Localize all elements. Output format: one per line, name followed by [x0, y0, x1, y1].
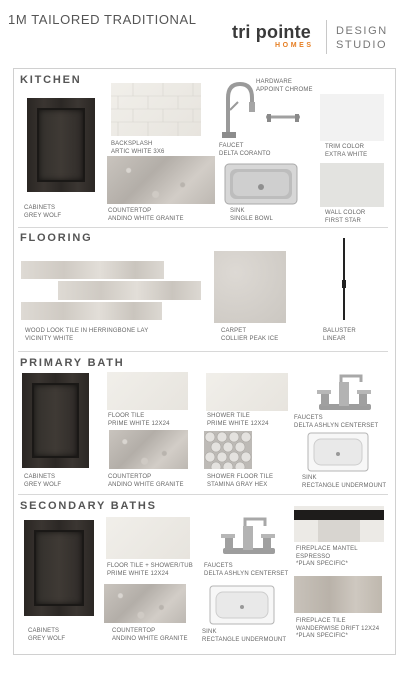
fireplace-mantel-image [294, 506, 384, 542]
brand-logo-homes: HOMES [275, 42, 314, 49]
studio-line-1: DESIGN [336, 25, 388, 37]
primary-faucet-icon [315, 370, 375, 412]
primary-sink-label: SINK RECTANGLE UNDERMOUNT [302, 475, 387, 489]
faucet-icon [218, 78, 258, 140]
wood-plank-3 [21, 302, 162, 320]
kitchen-hardware-label: HARDWARE APPOINT CHROME [256, 79, 313, 93]
carpet-label: CARPET COLLIER PEAK ICE [221, 328, 279, 342]
primary-cabinet-image [22, 373, 89, 468]
hex-tile-image [204, 431, 252, 469]
brand-logo-text: tri pointe [232, 22, 311, 42]
secondary-floor-tile-label: FLOOR TILE + SHOWER/TUB PRIME WHITE 12X24 [107, 563, 193, 577]
kitchen-sink-label: SINK SINGLE BOWL [230, 208, 273, 222]
kitchen-countertop-label: COUNTERTOP ANDINO WHITE GRANITE [108, 208, 184, 222]
secondary-faucets-label: FAUCETS DELTA ASHLYN CENTERSET [204, 563, 289, 577]
secondary-countertop-image [104, 584, 186, 623]
primary-floor-tile-label: FLOOR TILE PRIME WHITE 12X24 [108, 413, 170, 427]
carpet-image [214, 251, 286, 323]
primary-shower-floor-label: SHOWER FLOOR TILE STAMINA GRAY HEX [207, 474, 274, 488]
kitchen-backsplash-image [111, 83, 201, 136]
secondary-cabinets-label: CABINETS GREY WOLF [28, 628, 66, 642]
page-title: 1M TAILORED TRADITIONAL [8, 12, 197, 27]
secondary-baths-heading: SECONDARY BATHS [20, 500, 157, 512]
primary-sink-icon [307, 432, 369, 472]
wood-plank-1 [21, 261, 164, 279]
secondary-sink-label: SINK RECTANGLE UNDERMOUNT [202, 629, 287, 643]
fireplace-tile-image [294, 576, 382, 613]
kitchen-sink-icon [224, 163, 298, 205]
secondary-sink-icon [209, 585, 275, 625]
wood-tile-label: WOOD LOOK TILE IN HERRINGBONE LAY VICINITY WHITE [25, 328, 149, 342]
trim-color-label: TRIM COLOR EXTRA WHITE [325, 144, 368, 158]
kitchen-countertop-image [107, 156, 215, 204]
kitchen-heading: KITCHEN [20, 74, 82, 86]
design-studio-label [336, 24, 388, 52]
secondary-countertop-label: COUNTERTOP ANDINO WHITE GRANITE [112, 628, 188, 642]
trim-color-swatch [320, 94, 384, 141]
wood-plank-2 [58, 281, 201, 300]
kitchen-cabinet-image [27, 98, 95, 192]
section-divider [18, 494, 388, 495]
secondary-faucet-icon [219, 512, 279, 556]
section-divider [18, 227, 388, 228]
kitchen-cabinets-label: CABINETS GREY WOLF [24, 205, 62, 219]
logo-divider [326, 20, 327, 54]
baluster-knuckle [342, 280, 346, 288]
primary-countertop-image [109, 430, 188, 469]
studio-line-2: STUDIO [336, 39, 388, 51]
cabinet-pull-icon [263, 108, 303, 126]
wall-color-label: WALL COLOR FIRST STAR [325, 210, 366, 224]
baluster-label: BALUSTER LINEAR [323, 328, 356, 342]
primary-faucets-label: FAUCETS DELTA ASHLYN CENTERSET [294, 415, 379, 429]
fireplace-mantel-label: FIREPLACE MANTEL ESPRESSO *PLAN SPECIFIC* [296, 546, 358, 567]
fireplace-tile-label: FIREPLACE TILE WANDERWISE DRIFT 12X24 *PLAN SPECIFIC* [296, 618, 380, 639]
primary-countertop-label: COUNTERTOP ANDINO WHITE GRANITE [108, 474, 184, 488]
primary-shower-tile-label: SHOWER TILE PRIME WHITE 12X24 [207, 413, 269, 427]
flooring-heading: FLOORING [20, 232, 93, 244]
primary-shower-tile-image [206, 373, 288, 411]
secondary-cabinet-image [24, 520, 94, 616]
primary-bath-heading: PRIMARY BATH [20, 357, 125, 369]
baluster-image [343, 238, 345, 320]
secondary-floor-tile-image [106, 517, 190, 559]
kitchen-faucet-label: FAUCET DELTA CORANTO [219, 143, 271, 157]
primary-cabinets-label: CABINETS GREY WOLF [24, 474, 62, 488]
wall-color-swatch [320, 163, 384, 207]
section-divider [18, 351, 388, 352]
kitchen-backsplash-label: BACKSPLASH ARTIC WHITE 3X6 [111, 141, 165, 155]
primary-floor-tile-image [107, 372, 188, 410]
